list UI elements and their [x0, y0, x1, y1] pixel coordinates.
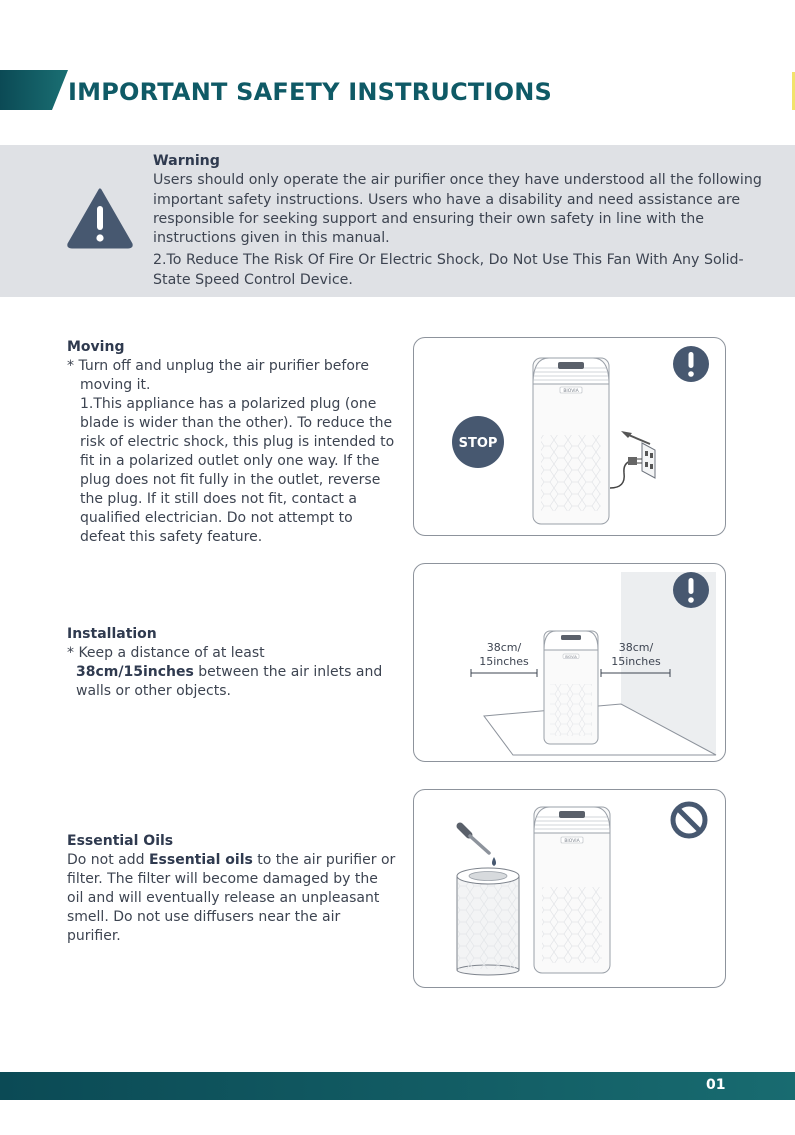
- installation-bullet-prefix: * Keep a distance of at least: [67, 645, 265, 661]
- left-distance-line2: 15inches: [479, 655, 529, 668]
- page-title: IMPORTANT SAFETY INSTRUCTIONS: [68, 78, 552, 106]
- moving-section: [67, 338, 402, 547]
- stop-label: STOP: [458, 436, 498, 451]
- footer-bar: [0, 1072, 795, 1100]
- installation-heading: Installation: [67, 626, 157, 642]
- installation-bullet-suffix: between the air inlets and walls or other objects.: [76, 664, 383, 699]
- page-number: 01: [706, 1077, 726, 1093]
- left-distance-marker: [471, 669, 537, 677]
- warning-text-block: [153, 152, 773, 290]
- moving-illustration-card: [413, 337, 726, 536]
- installation-distance-bold: 38cm/15inches: [76, 664, 194, 680]
- moving-detail: 1.This appliance has a polarized plug (one blade is wider than the other). To reduce the risk of electric shock, this plug is intended to fit in a polarized outlet only one way. If the plug does not fit fully in the outlet, reverse the plug. If it still does not fit, contact a qualified electrician. Do not attempt to defeat this safety feature.: [80, 396, 395, 545]
- left-distance-line1: 38cm/: [486, 641, 522, 654]
- essential-oils-heading: Essential Oils: [67, 833, 174, 849]
- installation-section: [67, 625, 397, 701]
- filter-cylinder: [457, 868, 519, 975]
- moving-illustration: [414, 338, 725, 535]
- essential-oils-text-prefix: Do not add: [67, 852, 145, 868]
- brand-label: BIOVIA: [565, 654, 577, 659]
- brand-label: BIOVIA: [564, 839, 580, 844]
- prohibited-icon: [673, 804, 705, 836]
- dropper-icon: [460, 826, 496, 866]
- right-distance-line2: 15inches: [611, 655, 661, 668]
- essential-oils-section: [67, 832, 397, 946]
- warning-triangle-icon: [66, 187, 134, 249]
- brand-label: BIOVIA: [563, 389, 579, 394]
- moving-heading: Moving: [67, 339, 125, 355]
- exclamation-circle-icon: [673, 572, 709, 608]
- warning-note: 2.To Reduce The Risk Of Fire Or Electric Shock, Do Not Use This Fan With Any Solid-State Speed Control Device.: [153, 252, 744, 288]
- warning-body: Users should only operate the air purifier once they have understood all the following important safety instructions. Users who have a disability and need assistance are responsible for seeking support and ensuring their own safety in line with the instructions given in this manual.: [153, 172, 762, 247]
- essential-oils-illustration: [414, 790, 725, 987]
- right-distance-line1: 38cm/: [618, 641, 654, 654]
- wall-outlet-icon: [642, 443, 655, 478]
- essential-oils-bold: Essential oils: [148, 852, 253, 868]
- moving-bullet: * Turn off and unplug the air purifier before moving it.: [67, 358, 369, 393]
- exclamation-circle-icon: [673, 346, 709, 382]
- header-accent-bar: [0, 70, 68, 110]
- warning-title: Warning: [153, 153, 220, 169]
- installation-illustration: [414, 564, 725, 761]
- essential-oils-illustration-card: [413, 789, 726, 988]
- installation-illustration-card: [413, 563, 726, 762]
- essential-oils-text-suffix: to the air purifier or filter. The filter will become damaged by the oil and will eventually release an unpleasant smell. Do not use diffusers near the air purifier.: [67, 852, 396, 944]
